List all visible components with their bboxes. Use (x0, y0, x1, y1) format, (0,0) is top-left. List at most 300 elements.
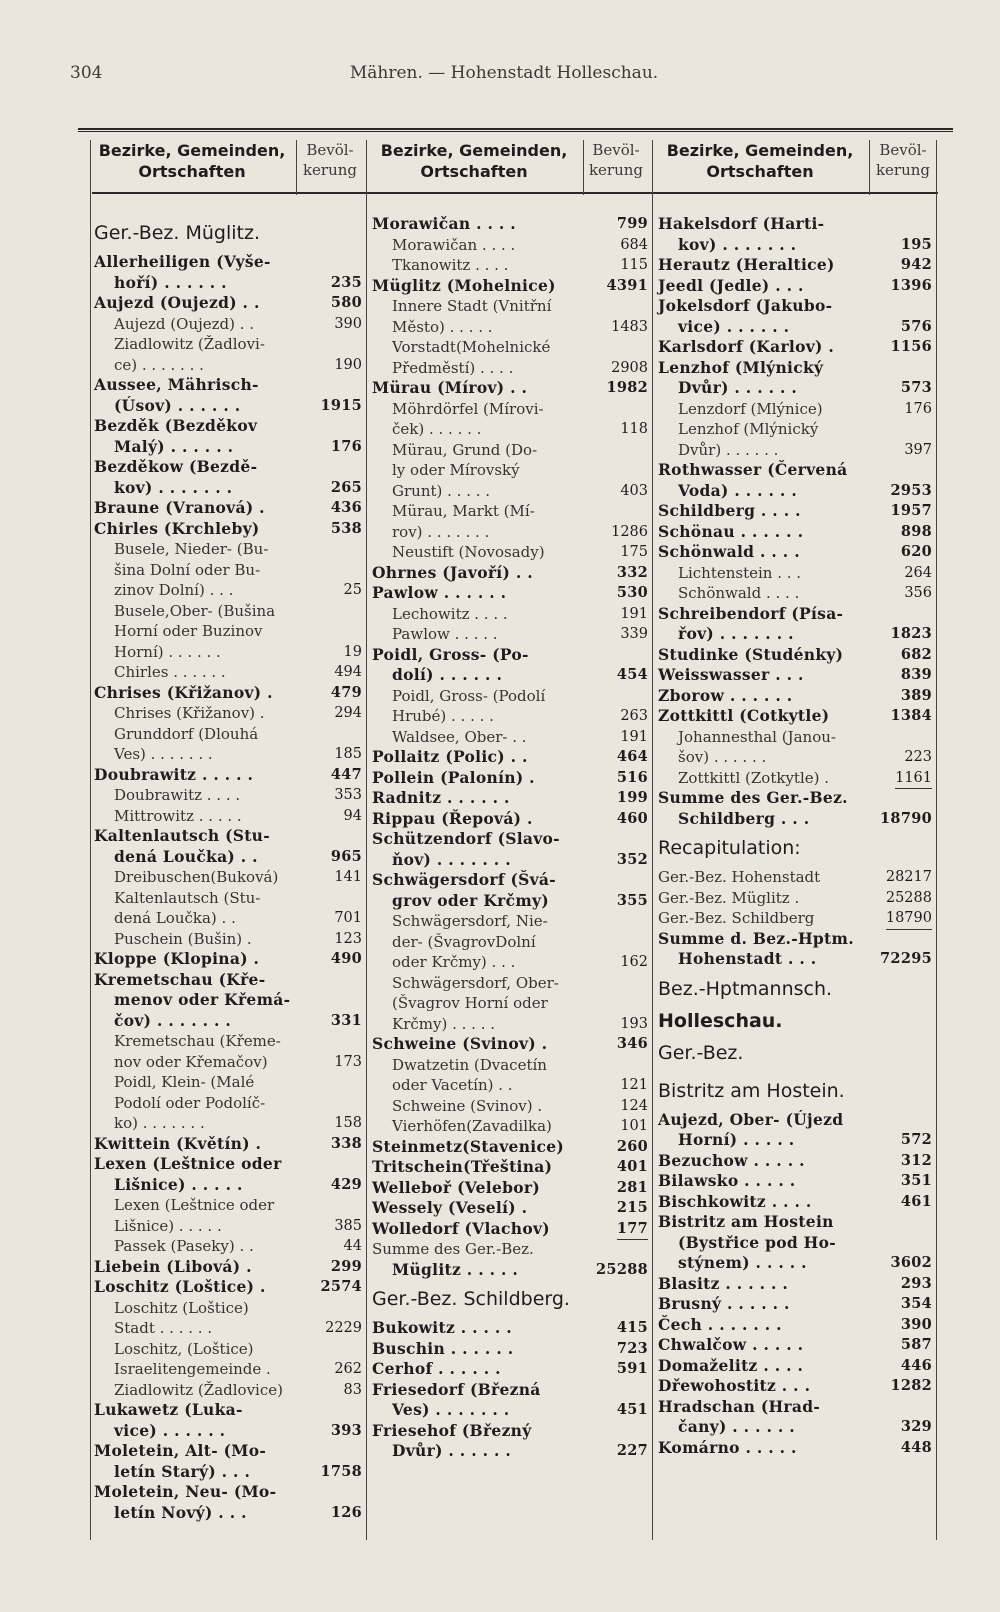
place-name: Schönwald . . . . (678, 584, 800, 602)
list-item (658, 522, 936, 543)
population-value: 215 (616, 1199, 648, 1216)
population-value: 436 (330, 499, 362, 516)
place-name: Kaltenlautsch (Stu- (114, 888, 261, 907)
place-name: Karlsdorf (Karlov) . (658, 337, 835, 356)
population-value: 1396 (890, 276, 932, 294)
population-value: 1161 (895, 768, 932, 790)
population-value: 1823 (890, 625, 932, 642)
place-name: Tritschein(Třeština) (372, 1157, 553, 1176)
list-item (658, 788, 936, 809)
list-item (94, 703, 366, 724)
place-name: Zottkittl (Zotkytle) . (678, 768, 830, 787)
list-item (658, 867, 936, 888)
list-item (94, 662, 366, 683)
place-name: Neustift (Novosady) (392, 543, 545, 561)
population-value: 281 (616, 1178, 648, 1196)
list-item (658, 686, 936, 707)
list-item (372, 1178, 652, 1199)
place-name: Loschitz (Loštice) . (94, 1277, 266, 1296)
population-value: 401 (616, 1158, 648, 1175)
population-value: 121 (620, 1077, 648, 1093)
population-value: 580 (330, 294, 362, 311)
list-item (94, 478, 366, 499)
list-item (658, 768, 936, 789)
list-item (94, 355, 366, 376)
population-value: 124 (620, 1097, 648, 1114)
list-item (658, 1151, 936, 1172)
col2-pop-header: Bevöl- kerung (588, 141, 644, 179)
population-value: 175 (620, 544, 648, 560)
list-item (658, 747, 936, 768)
population-value: 494 (334, 664, 362, 680)
population-value: 331 (330, 1011, 362, 1029)
list-item (94, 888, 366, 909)
col3-pop-header: Bevöl- kerung (875, 141, 931, 179)
list-item (658, 255, 936, 276)
population-value: 723 (616, 1339, 648, 1357)
place-name: Loschitz (Loštice) (114, 1298, 249, 1317)
list-item (94, 498, 366, 519)
list-item (372, 1339, 652, 1360)
place-name: Innere Stadt (Vnitřní (392, 297, 552, 315)
place-name: Aujezd (Oujezd) . . (94, 293, 260, 312)
column-1 (94, 214, 366, 1523)
place-name: Hrubé) . . . . . (392, 707, 494, 725)
col1-name-header: Bezirke, Gemeinden, Ortschaften (98, 141, 286, 181)
list-item (372, 1400, 652, 1421)
place-name: Ger.-Bez. Hohenstadt (658, 868, 821, 886)
list-item (372, 501, 652, 522)
population-value: 190 (334, 356, 362, 373)
population-value: 44 (343, 1238, 362, 1254)
list-item (94, 621, 366, 642)
list-item (94, 273, 366, 294)
place-name: oder Vacetín) . . (392, 1076, 513, 1094)
list-item (658, 908, 936, 929)
place-name: Schwägersdorf, Nie- (392, 912, 548, 930)
population-value: 429 (330, 1175, 362, 1193)
list-item (658, 296, 936, 317)
list-item (658, 1034, 936, 1072)
list-item (94, 1482, 366, 1503)
list-item (94, 396, 366, 417)
place-name: Domaželitz . . . . (658, 1355, 804, 1375)
place-name: Čech . . . . . . . (658, 1314, 782, 1334)
population-value: 1286 (611, 523, 648, 540)
list-item (372, 1096, 652, 1117)
place-name: Grunt) . . . . . (392, 481, 491, 500)
list-item (94, 970, 366, 991)
place-name: Pollein (Palonín) . (372, 767, 535, 787)
top-rule (78, 128, 953, 130)
list-item (372, 1260, 652, 1281)
place-name: Passek (Paseky) . . (114, 1237, 254, 1255)
place-name: Lenzhof (Mlýnický (658, 357, 824, 377)
population-value: 72295 (880, 950, 932, 967)
place-name: Schildberg . . . . (658, 501, 801, 520)
section-heading: Bistritz am Hostein. (658, 1079, 845, 1102)
list-item (372, 255, 652, 276)
place-name: vice) . . . . . . (114, 1420, 226, 1440)
population-value: 3602 (890, 1254, 932, 1271)
place-name: letín Nový) . . . (114, 1502, 247, 1522)
place-name: Aujezd (Oujezd) . . (114, 314, 255, 333)
column-divider (936, 140, 937, 1540)
place-name: Chirles (Krchleby) (94, 518, 260, 538)
list-item (372, 645, 652, 666)
list-item (372, 276, 652, 297)
list-item (372, 399, 652, 420)
list-item (658, 1008, 936, 1034)
list-item (94, 908, 366, 929)
list-item (372, 481, 652, 502)
place-name: Wolledorf (Vlachov) (372, 1218, 550, 1238)
column-divider (90, 140, 91, 1540)
place-name: Schwägersdorf (Švá- (372, 870, 556, 889)
list-item (658, 1192, 936, 1213)
population-value: 25288 (596, 1260, 648, 1278)
place-name: Summe des Ger.-Bez. (372, 1240, 534, 1258)
list-item (372, 932, 652, 953)
population-value: 389 (900, 686, 932, 704)
place-name: Grunddorf (Dlouhá (114, 724, 259, 743)
population-value: 1483 (611, 318, 648, 335)
place-name: Bistritz am Hostein (658, 1212, 834, 1231)
place-name: Ves) . . . . . . . (114, 745, 213, 763)
place-name: Moletein, Alt- (Mo- (94, 1441, 267, 1460)
list-item (658, 727, 936, 748)
list-item (372, 727, 652, 748)
place-name: Mürau, Grund (Do- (392, 440, 538, 459)
place-name: nov oder Křemačov) (114, 1052, 268, 1071)
list-item (94, 1113, 366, 1134)
population-value: 2574 (320, 1278, 362, 1295)
list-item (372, 296, 652, 317)
list-item (372, 317, 652, 338)
population-value: 1758 (320, 1462, 362, 1480)
population-value: 620 (900, 543, 932, 560)
population-value: 682 (900, 645, 932, 663)
list-item (372, 1014, 652, 1035)
list-item (94, 867, 366, 888)
place-name: Kaltenlautsch (Stu- (94, 826, 270, 845)
place-name: Friesedorf (Březná (372, 1379, 541, 1399)
place-name: dená Loučka) . . (114, 909, 236, 927)
list-item (658, 583, 936, 604)
place-name: Müglitz (Mohelnice) (372, 275, 556, 295)
place-name: Allerheiligen (Vyše- (94, 252, 271, 271)
place-name: Summe des Ger.-Bez. (658, 788, 848, 807)
population-value: 199 (616, 789, 648, 806)
list-item (658, 624, 936, 645)
running-title: Mähren. — Hohenstadt Holleschau. (349, 63, 659, 83)
list-item (94, 929, 366, 950)
list-item (94, 683, 366, 704)
place-name: Aussee, Mährisch- (94, 375, 259, 394)
list-item (372, 706, 652, 727)
list-item (658, 1212, 936, 1233)
list-item (658, 399, 936, 420)
list-item (372, 522, 652, 543)
population-value: 227 (616, 1442, 648, 1459)
place-name: Dřewohostitz . . . (658, 1376, 811, 1395)
population-value: 312 (900, 1151, 932, 1169)
list-item (372, 1137, 652, 1158)
list-item (658, 1356, 936, 1377)
list-item (372, 460, 652, 481)
place-name: Horní oder Buzinov (114, 622, 263, 640)
place-name: Hakelsdorf (Harti- (658, 214, 825, 233)
place-name: Pawlow . . . . . . (372, 583, 507, 602)
list-item (94, 334, 366, 355)
list-item (372, 604, 652, 625)
list-item (94, 949, 366, 970)
list-item (372, 358, 652, 379)
section-heading: Recapitulation: (658, 837, 801, 859)
population-value: 191 (620, 605, 648, 622)
list-item (372, 686, 652, 707)
section-heading: Bez.-Hptmannsch. (658, 977, 833, 1000)
population-value: 2953 (890, 481, 932, 499)
list-item (658, 1171, 936, 1192)
place-name: Krčmy) . . . . . (392, 1014, 496, 1033)
population-value: 126 (330, 1503, 362, 1521)
list-item (372, 891, 652, 912)
list-item (94, 457, 366, 478)
list-item (372, 993, 652, 1014)
list-item (94, 847, 366, 868)
place-name: Bilawsko . . . . . (658, 1171, 796, 1190)
list-item (658, 460, 936, 481)
list-item (658, 358, 936, 379)
population-value: 346 (616, 1035, 648, 1052)
list-item (658, 645, 936, 666)
list-item (372, 583, 652, 604)
place-name: Pollaitz (Polic) . . (372, 747, 528, 766)
list-item (94, 1441, 366, 1462)
list-item (372, 1055, 652, 1076)
list-item (94, 642, 366, 663)
population-value: 530 (616, 584, 648, 601)
list-item (372, 378, 652, 399)
place-name: dolí) . . . . . . (392, 665, 503, 684)
place-name: Ger.-Bez. Schildberg (658, 909, 815, 927)
place-name: Kloppe (Klopina) . (94, 949, 260, 968)
population-value: 18790 (880, 809, 932, 827)
list-item (372, 829, 652, 850)
population-value: 1915 (320, 396, 362, 414)
list-item (372, 1034, 652, 1055)
population-value: 195 (900, 235, 932, 253)
list-item (658, 929, 936, 950)
place-name: ly oder Mírovský (392, 461, 520, 479)
place-name: Lukawetz (Luka- (94, 1400, 243, 1419)
place-name: Morawičan . . . . (392, 235, 516, 254)
list-item (658, 829, 936, 867)
place-name: Dreibuschen(Buková) (114, 868, 279, 886)
list-item (94, 1011, 366, 1032)
population-value: 4391 (606, 276, 648, 294)
population-value: 223 (904, 749, 932, 765)
list-item (658, 1294, 936, 1315)
place-name: Wessely (Veselí) . (372, 1198, 528, 1217)
population-value: 339 (620, 626, 648, 642)
place-name: Mittrowitz . . . . . (114, 806, 242, 825)
list-item (658, 1438, 936, 1459)
place-name: der- (ŠvagrovDolní (392, 932, 536, 951)
population-value: 265 (330, 478, 362, 496)
col1-pop-header: Bevöl- kerung (302, 141, 358, 179)
population-value: 2908 (611, 359, 648, 376)
place-name: Chrises (Křižanov) . (94, 682, 273, 702)
place-name: Horní) . . . . . . (114, 642, 221, 661)
place-name: Vierhöfen(Zavadilka) (392, 1117, 552, 1135)
list-item (372, 973, 652, 994)
place-name: Lechowitz . . . . (392, 604, 508, 623)
population-value: 260 (616, 1137, 648, 1155)
population-value: 332 (616, 563, 648, 581)
list-item (372, 235, 652, 256)
population-value: 185 (334, 746, 362, 762)
list-item (658, 317, 936, 338)
place-name: Komárno . . . . . (658, 1437, 797, 1457)
population-value: 839 (900, 666, 932, 683)
population-value: 176 (904, 400, 932, 417)
place-name: Studinke (Studénky) (658, 644, 844, 664)
list-item (658, 706, 936, 727)
list-item (372, 747, 652, 768)
place-name: dená Loučka) . . (114, 846, 258, 866)
list-item (94, 416, 366, 437)
list-item (658, 542, 936, 563)
population-value: 353 (334, 787, 362, 803)
list-item (372, 1075, 652, 1096)
list-item (94, 765, 366, 786)
list-item (94, 1093, 366, 1114)
population-value: 1384 (890, 707, 932, 724)
population-value: 191 (620, 728, 648, 745)
list-item (372, 809, 652, 830)
list-item (372, 1198, 652, 1219)
place-name: Doubrawitz . . . . . (94, 764, 254, 784)
population-value: 573 (900, 379, 932, 396)
place-name: oder Krčmy) . . . (392, 953, 516, 971)
list-item (94, 1216, 366, 1237)
place-name: Möhrdörfel (Mírovi- (392, 399, 544, 418)
place-name: Ziadlowitz (Žadlovice) (114, 1380, 283, 1399)
place-name: Stadt . . . . . . (114, 1319, 213, 1337)
place-name: Dwatzetin (Dvacetín (392, 1055, 547, 1074)
place-name: ko) . . . . . . . (114, 1114, 205, 1132)
place-name: Schönau . . . . . . (658, 521, 804, 541)
population-value: 454 (616, 666, 648, 683)
place-name: Tkanowitz . . . . (392, 256, 509, 274)
list-item (372, 1157, 652, 1178)
list-item (94, 1236, 366, 1257)
population-value: 354 (900, 1295, 932, 1312)
list-item (658, 276, 936, 297)
population-value: 355 (616, 891, 648, 909)
list-item (94, 1462, 366, 1483)
place-name: Malý) . . . . . . (114, 436, 234, 456)
list-item (94, 1503, 366, 1524)
place-name: Voda) . . . . . . (678, 480, 798, 500)
place-name: Pawlow . . . . . (392, 625, 498, 643)
list-item (372, 624, 652, 645)
list-item (94, 293, 366, 314)
place-name: letín Starý) . . . (114, 1461, 251, 1481)
population-value: 385 (334, 1217, 362, 1234)
list-item (658, 378, 936, 399)
list-item (372, 542, 652, 563)
section-heading: Ger.-Bez. Müglitz. (94, 222, 260, 244)
list-item (94, 744, 366, 765)
list-item (94, 1052, 366, 1073)
population-value: 460 (616, 809, 648, 827)
population-value: 448 (900, 1438, 932, 1456)
list-item (94, 252, 366, 273)
place-name: Bezuchow . . . . . (658, 1150, 805, 1170)
place-name: Chwalčow . . . . . (658, 1335, 804, 1354)
place-name: Friesehof (Březný (372, 1420, 532, 1440)
list-item (372, 788, 652, 809)
place-name: čov) . . . . . . . (114, 1010, 232, 1030)
column-divider (296, 140, 297, 195)
population-value: 1982 (606, 379, 648, 396)
population-value: 141 (334, 869, 362, 885)
population-value: 538 (330, 519, 362, 537)
population-value: 701 (334, 910, 362, 926)
column-2 (372, 214, 652, 1462)
list-item (658, 1110, 936, 1131)
population-value: 173 (334, 1053, 362, 1070)
place-name: Poidl, Gross- (Po- (372, 644, 529, 664)
list-item (658, 1335, 936, 1356)
population-value: 262 (334, 1361, 362, 1377)
list-item (94, 1031, 366, 1052)
place-name: Zborow . . . . . . (658, 685, 793, 705)
place-name: Rothwasser (Červená (658, 460, 848, 479)
place-name: Hradschan (Hrad- (658, 1396, 821, 1416)
population-value: 461 (900, 1192, 932, 1210)
place-name: Kremetschau (Kře- (94, 969, 266, 989)
place-name: kov) . . . . . . . (114, 477, 233, 497)
list-item (94, 560, 366, 581)
population-value: 263 (620, 708, 648, 724)
list-item (658, 1417, 936, 1438)
place-name: Herautz (Heraltice) (658, 255, 835, 274)
list-item (94, 214, 366, 252)
population-value: 2229 (325, 1320, 362, 1336)
list-item (94, 601, 366, 622)
list-item (658, 1274, 936, 1295)
place-name: Schweine (Svinov) . (372, 1034, 548, 1053)
list-item (658, 604, 936, 625)
list-item (658, 501, 936, 522)
list-item (658, 563, 936, 584)
list-item (372, 337, 652, 358)
list-item (658, 214, 936, 235)
place-name: Lexen (Leštnice oder (94, 1154, 282, 1173)
list-item (94, 375, 366, 396)
population-value: 572 (900, 1131, 932, 1148)
place-name: Dvůr) . . . . . . (392, 1441, 512, 1460)
column-divider (583, 140, 584, 195)
list-item (94, 580, 366, 601)
place-name: (Bystřice pod Ho- (678, 1232, 837, 1252)
column-3 (658, 214, 936, 1458)
place-name: Horní) . . . . . (678, 1130, 795, 1149)
